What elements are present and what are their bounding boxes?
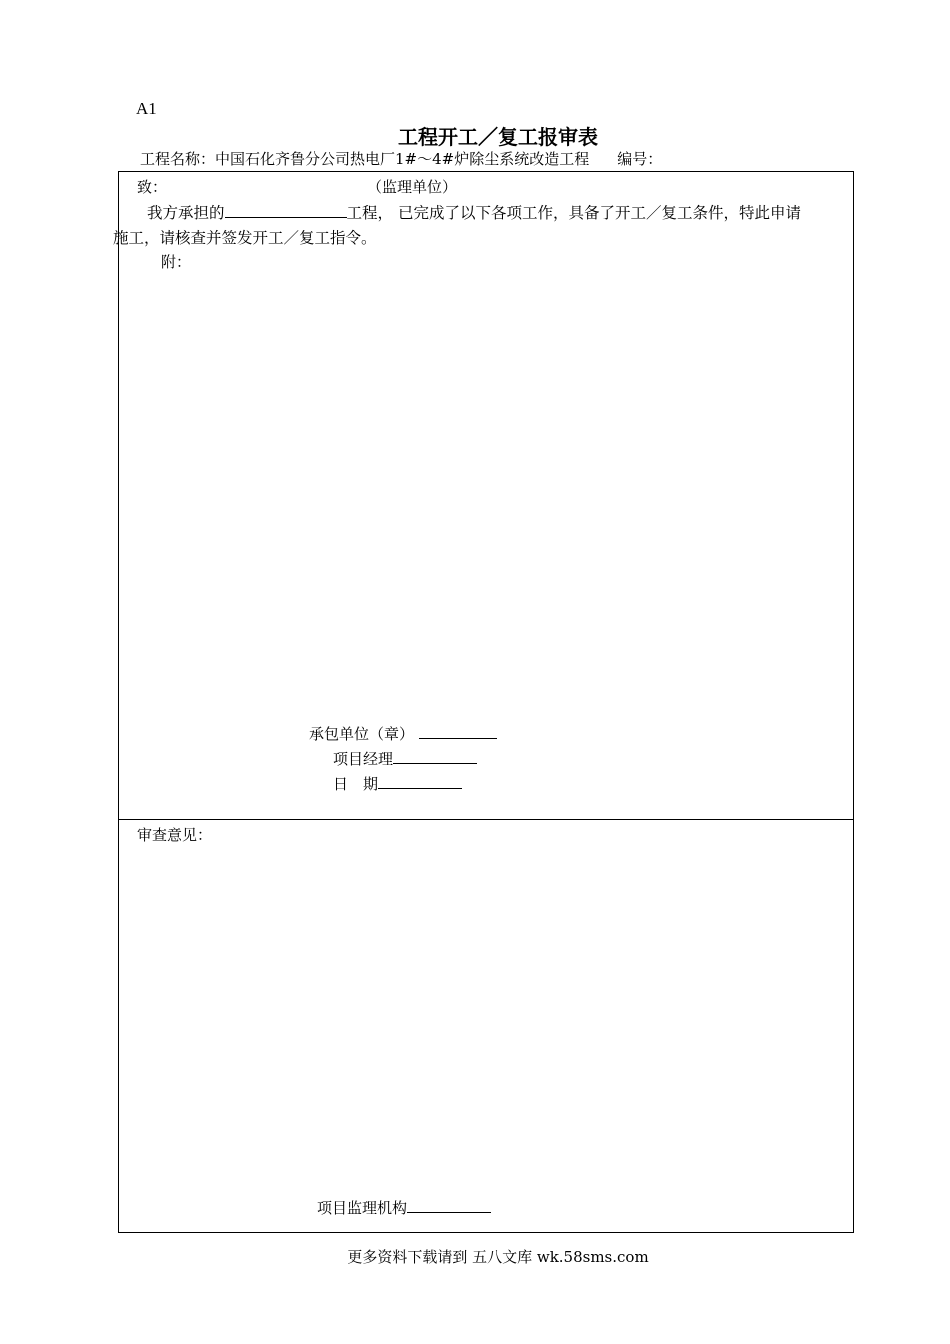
date-blank bbox=[378, 774, 462, 789]
date-signature bbox=[333, 773, 462, 794]
review-opinion-label: 审查意见： bbox=[137, 826, 213, 844]
body-suffix: 工程， 已完成了以下各项工作，具备了开工／复工条件，特此申请 bbox=[346, 204, 801, 222]
footer-text: 更多资料下载请到 五八文库 wk.58sms.com bbox=[347, 1248, 649, 1266]
application-text-line2: 施工，请核查并签发开工／复工指令。 bbox=[113, 229, 377, 247]
project-blank bbox=[225, 203, 347, 218]
supervision-signature bbox=[317, 1197, 491, 1218]
contractor-blank bbox=[419, 724, 497, 739]
supervision-blank bbox=[407, 1198, 491, 1213]
to-label: 致： bbox=[137, 178, 168, 196]
application-text-line1 bbox=[147, 201, 801, 223]
manager-signature bbox=[333, 748, 477, 769]
contractor-signature bbox=[309, 723, 497, 744]
page-title: 工程开工／复工报审表 bbox=[398, 125, 598, 149]
form-table bbox=[113, 171, 854, 1233]
section-divider bbox=[119, 819, 853, 820]
project-name: 中国石化齐鲁分公司热电厂1#～4#炉除尘系统改造工程 bbox=[215, 150, 590, 168]
manager-blank bbox=[393, 749, 477, 764]
date-label: 日 期 bbox=[333, 775, 379, 793]
number-label: 编号： bbox=[617, 150, 663, 168]
form-code: A1 bbox=[136, 99, 157, 118]
project-info bbox=[140, 148, 662, 169]
body-prefix: 我方承担的 bbox=[147, 204, 225, 222]
supervisor-unit-label: （监理单位） bbox=[367, 178, 458, 196]
contractor-label: 承包单位（章） bbox=[309, 725, 415, 743]
supervision-label: 项目监理机构 bbox=[317, 1199, 408, 1217]
attachment-label: 附： bbox=[161, 253, 192, 271]
project-name-label: 工程名称： bbox=[140, 150, 216, 168]
manager-label: 项目经理 bbox=[333, 750, 394, 768]
